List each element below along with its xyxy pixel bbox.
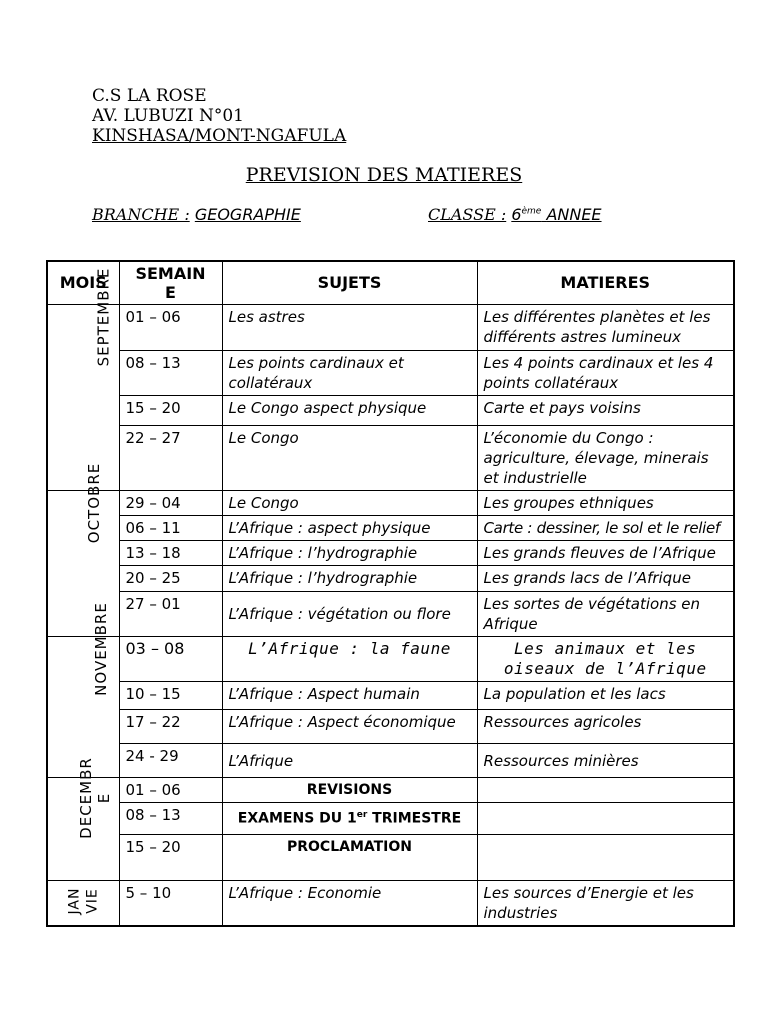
subject-cell: L’Afrique : aspect physique: [222, 516, 477, 541]
matter-cell: [477, 778, 734, 803]
table-row: [47, 351, 734, 396]
week-cell: 08 – 13: [119, 351, 222, 396]
subject-cell: L’Afrique : Economie: [222, 881, 477, 927]
week-cell: 29 – 04: [119, 491, 222, 516]
subject-cell: Les astres: [222, 305, 477, 351]
table-row: [47, 541, 734, 566]
matter-cell: La population et les lacs: [477, 682, 734, 710]
col-header-mois: MOIS: [47, 261, 119, 305]
matter-cell: Les grands lacs de l’Afrique: [477, 566, 734, 592]
branche-value: GEOGRAPHIE: [194, 205, 301, 224]
week-cell: 01 – 06: [119, 305, 222, 351]
week-cell: 20 – 25: [119, 566, 222, 592]
week-cell: 27 – 01: [119, 592, 222, 637]
subject-cell: Le Congo: [222, 491, 477, 516]
subject-cell: L’Afrique : l’hydrographie: [222, 541, 477, 566]
subject-cell: EXAMENS DU 1er TRIMESTRE: [222, 803, 477, 835]
subject-cell: L’Afrique : la faune: [222, 637, 477, 682]
month-novembre: NOVEMBRE: [47, 637, 119, 778]
table-row: [47, 426, 734, 491]
matter-cell: Carte et pays voisins: [477, 396, 734, 426]
week-cell: 06 – 11: [119, 516, 222, 541]
matter-cell: Les animaux et les oiseaux de l’Afrique: [477, 637, 734, 682]
week-cell: 01 – 06: [119, 778, 222, 803]
table-row: [47, 396, 734, 426]
subject-cell: L’Afrique : Aspect humain: [222, 682, 477, 710]
table-row: [47, 710, 734, 744]
matter-cell: Ressources minières: [477, 744, 734, 778]
subject-cell: PROCLAMATION: [222, 835, 477, 881]
matter-cell: Les sortes de végétations en Afrique: [477, 592, 734, 637]
week-cell: 15 – 20: [119, 835, 222, 881]
table-row: [47, 682, 734, 710]
week-cell: 22 – 27: [119, 426, 222, 491]
matter-cell: Carte : dessiner, le sol et le relief: [477, 516, 734, 541]
table-row: [47, 744, 734, 778]
table-row: [47, 566, 734, 592]
week-cell: 03 – 08: [119, 637, 222, 682]
table-row: [47, 835, 734, 881]
matter-cell: L’économie du Congo : agriculture, élevage, minerais et industrielle: [477, 426, 734, 491]
matter-cell: Les grands fleuves de l’Afrique: [477, 541, 734, 566]
matter-cell: Les 4 points cardinaux et les 4 points collatéraux: [477, 351, 734, 396]
classe-value: 6ème ANNEE: [511, 205, 602, 224]
matter-cell: [477, 803, 734, 835]
matter-cell: Les différentes planètes et les différents astres lumineux: [477, 305, 734, 351]
table-row: [47, 305, 734, 351]
month-janvier: JAN VIE: [47, 881, 119, 927]
matter-cell: Ressources agricoles: [477, 710, 734, 744]
school-city: KINSHASA/MONT-NGAFULA: [92, 126, 347, 146]
subject-cell: Les points cardinaux et collatéraux: [222, 351, 477, 396]
table-row: [47, 881, 734, 927]
branche-line: [92, 205, 301, 224]
subject-cell: Le Congo aspect physique: [222, 396, 477, 426]
matter-cell: Les sources d’Energie et les industries: [477, 881, 734, 927]
week-cell: 10 – 15: [119, 682, 222, 710]
table-row: [47, 592, 734, 637]
school-address: AV. LUBUZI N°01: [92, 106, 244, 126]
col-header-semaine: SEMAIN E: [119, 261, 222, 305]
matter-cell: [477, 835, 734, 881]
week-cell: 17 – 22: [119, 710, 222, 744]
table-header-row: [47, 261, 734, 305]
classe-line: [428, 205, 602, 224]
subject-cell: REVISIONS: [222, 778, 477, 803]
week-cell: 24 - 29: [119, 744, 222, 778]
subject-cell: L’Afrique : végétation ou flore: [222, 592, 477, 637]
branche-label: BRANCHE :: [92, 205, 190, 224]
subject-cell: L’Afrique : l’hydrographie: [222, 566, 477, 592]
table-row: [47, 637, 734, 682]
month-septembre: SEPTEMBRE: [47, 305, 119, 491]
month-decembre: DECEMBR E: [47, 778, 119, 881]
table-row: [47, 778, 734, 803]
planning-table: [46, 260, 735, 927]
school-name: C.S LA ROSE: [92, 86, 207, 106]
col-header-sujets: SUJETS: [222, 261, 477, 305]
matter-cell: Les groupes ethniques: [477, 491, 734, 516]
month-octobre: OCTOBRE: [47, 491, 119, 637]
page-title: PREVISION DES MATIERES: [245, 164, 523, 186]
col-header-matieres: MATIERES: [477, 261, 734, 305]
table-row: [47, 491, 734, 516]
week-cell: 5 – 10: [119, 881, 222, 927]
week-cell: 08 – 13: [119, 803, 222, 835]
table-row: [47, 803, 734, 835]
week-cell: 13 – 18: [119, 541, 222, 566]
table-row: [47, 516, 734, 541]
classe-label: CLASSE :: [428, 205, 507, 224]
subject-cell: L’Afrique: [222, 744, 477, 778]
week-cell: 15 – 20: [119, 396, 222, 426]
subject-cell: L’Afrique : Aspect économique: [222, 710, 477, 744]
subject-cell: Le Congo: [222, 426, 477, 491]
